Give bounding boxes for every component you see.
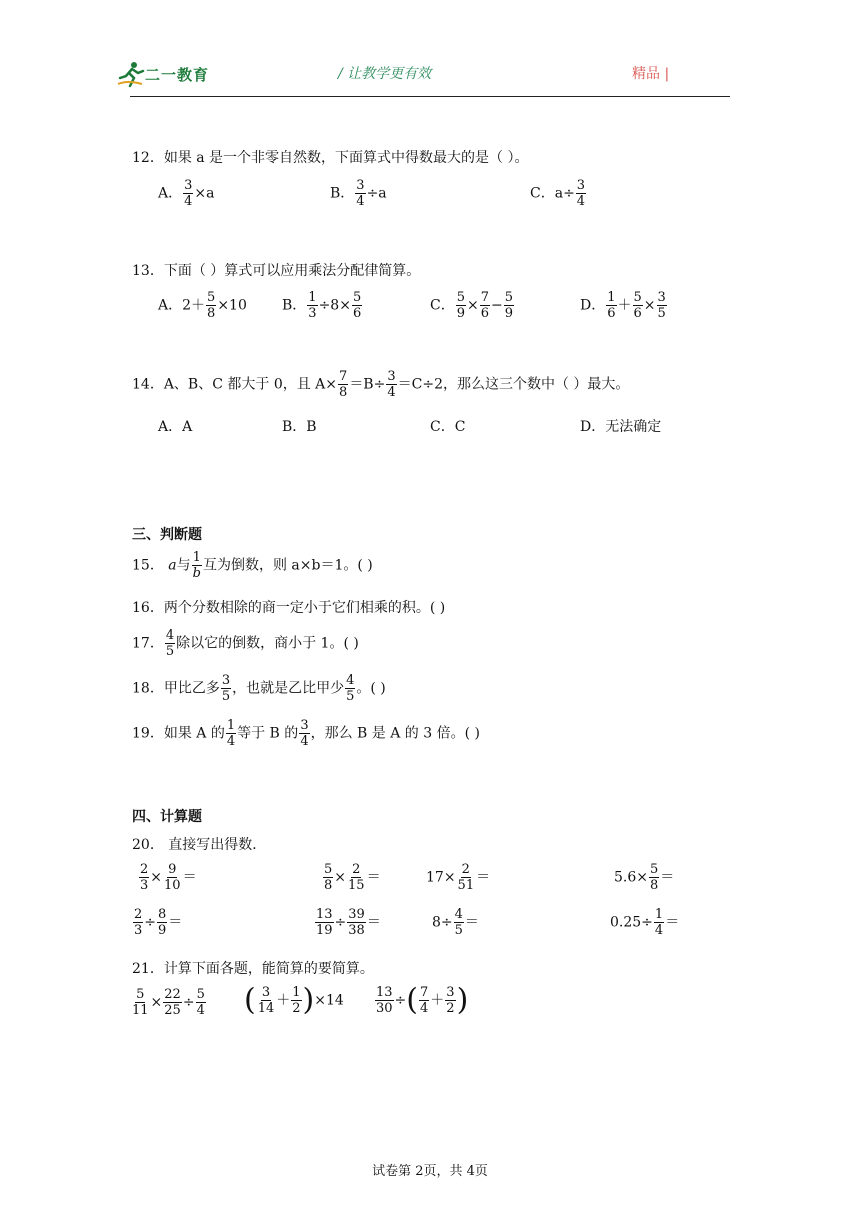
q20-item-6: $\frac{13}{19}$ ÷ $\frac{39}{38}$ ＝ (316, 907, 381, 938)
header-tag: 精品 | (632, 66, 670, 82)
question-15: 15． a与 $\frac{1}{b}$ 互为倒数，则 a×b＝1。( ) (132, 550, 373, 581)
runner-logo-icon (116, 60, 146, 88)
q14-option-b: B．B (282, 419, 317, 435)
question-21: 21．计算下面各题，能简算的要简算。 (132, 961, 374, 977)
logo-text: 二一教育 (145, 66, 210, 84)
question-18: 18．甲比乙多 $\frac{3}{5}$ ，也就是乙比甲少 $\frac{4}{5}$ 。( ) (132, 673, 386, 704)
page-footer: 试卷第 2页，共 4页 (372, 1164, 488, 1179)
header-divider (130, 96, 730, 97)
q20-item-4: 5.6× $\frac{5}{8}$ ＝ (614, 862, 675, 893)
question-16: 16．两个分数相除的商一定小于它们相乘的积。( ) (132, 600, 446, 616)
q13-option-c: C． $\frac{5}{9}$ × $\frac{7}{6}$ − $\frac{5}{9}$ (430, 290, 514, 321)
q14-option-c: C．C (430, 419, 466, 435)
question-13: 13．下面（ ）算式可以应用乘法分配律简算。 (132, 263, 421, 279)
q21-expr-3: $\frac{13}{30}$ ÷( $\frac{7}{4}$ ＋ $\frac{3}{2}$ ) (376, 982, 469, 1018)
question-19: 19．如果 A 的 $\frac{1}{4}$ 等于 B 的 $\frac{3}{4}$ ，那么 B 是 A 的 3 倍。( ) (132, 718, 480, 749)
q14-option-a: A．A (158, 419, 193, 435)
q12-option-b: B． $\frac{3}{4}$ ÷a (330, 178, 387, 209)
question-14: 14．A、B、C 都大于 0，且 A× $\frac{7}{8}$ ＝B÷ $\frac{3}{4}$ ＝C÷2，那么这三个数中（ ）最大。 (132, 369, 630, 400)
q20-item-8: 0.25÷ $\frac{1}{4}$ ＝ (610, 907, 680, 938)
question-20: 20． 直接写出得数． (132, 837, 267, 853)
q13-option-a: A．2＋ $\frac{5}{8}$ ×10 (158, 290, 247, 321)
q20-item-7: 8÷ $\frac{4}{5}$ ＝ (432, 907, 479, 938)
question-17: 17． $\frac{4}{5}$ 除以它的倒数，商小于 1。( ) (132, 628, 359, 659)
question-12: 12．如果 a 是一个非零自然数，下面算式中得数最大的是（ ）。 (132, 150, 529, 166)
q20-item-5: $\frac{2}{3}$ ÷ $\frac{8}{9}$ ＝ (134, 907, 183, 938)
q12-option-a: A． $\frac{3}{4}$ ×a (158, 178, 215, 209)
header-slogan: / 让教学更有效 (338, 66, 432, 82)
q21-expr-1: $\frac{5}{11}$ × $\frac{22}{25}$ ÷ $\frac{5}{4}$ (132, 987, 205, 1018)
q13-option-d: D． $\frac{1}{6}$ ＋ $\frac{5}{6}$ × $\frac{3}{5}$ (580, 290, 666, 321)
q20-item-3: 17× $\frac{2}{51}$ ＝ (426, 862, 491, 893)
q13-option-b: B． $\frac{1}{3}$ ÷8× $\frac{5}{6}$ (282, 290, 362, 321)
q14-option-d: D．无法确定 (580, 419, 662, 435)
q20-item-1: $\frac{2}{3}$ × $\frac{9}{10}$ ＝ (140, 862, 197, 893)
section-calculation-title: 四、计算题 (132, 809, 202, 825)
q21-expr-2: ( $\frac{3}{14}$ ＋ $\frac{1}{2}$ )×14 (244, 982, 344, 1018)
section-judgement-title: 三、判断题 (132, 527, 202, 543)
q20-item-2: $\frac{5}{8}$ × $\frac{2}{15}$ ＝ (324, 862, 381, 893)
q12-option-c: C．a÷ $\frac{3}{4}$ (530, 178, 586, 209)
